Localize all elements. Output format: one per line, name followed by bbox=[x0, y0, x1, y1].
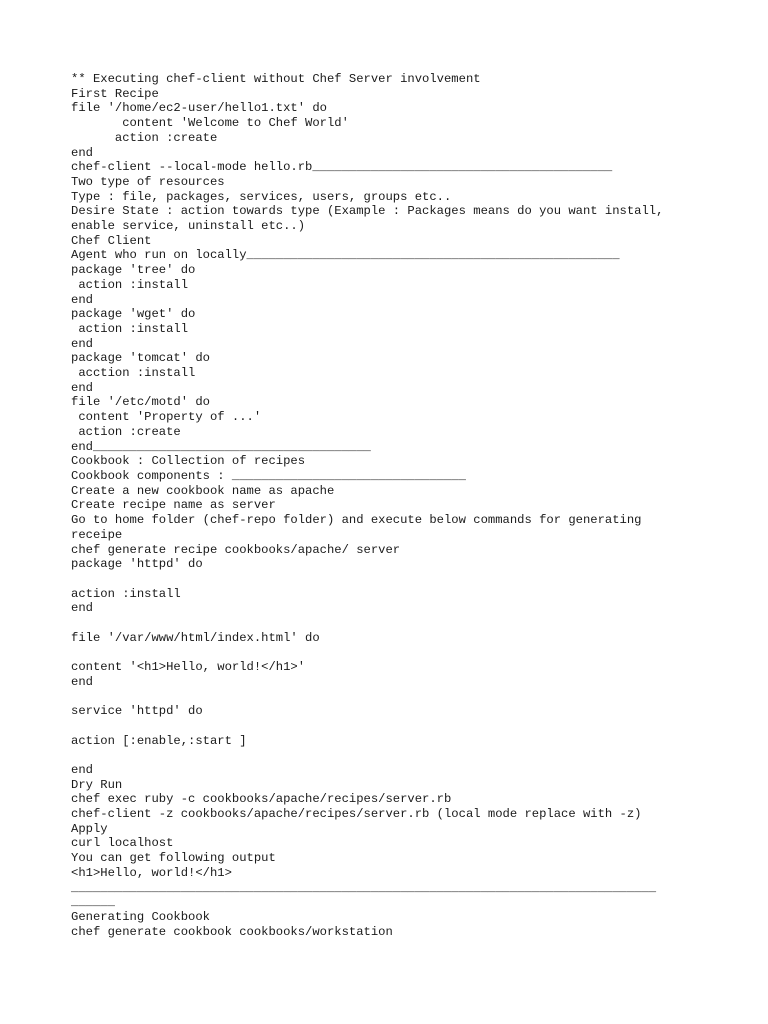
text-line: ________________________________________________________________________________ bbox=[71, 880, 657, 895]
text-line: action :install bbox=[71, 277, 189, 292]
text-line bbox=[71, 645, 711, 660]
text-line: file '/home/ec2-user/hello1.txt' do bbox=[71, 101, 327, 116]
text-line bbox=[71, 748, 711, 763]
text-line: <h1>Hello, world!</h1> bbox=[71, 865, 232, 880]
text-line: Create recipe name as server bbox=[71, 498, 276, 513]
text-line: end bbox=[71, 674, 93, 689]
text-line: chef generate recipe cookbooks/apache/ server bbox=[71, 542, 401, 557]
text-line bbox=[71, 719, 711, 734]
text-line: end bbox=[71, 380, 93, 395]
text-line bbox=[71, 572, 711, 587]
text-line: content '<h1>Hello, world!</h1>' bbox=[71, 660, 306, 675]
text-line: Go to home folder (chef-repo folder) and execute below commands for generating bbox=[71, 513, 642, 528]
text-line: chef-client -z cookbooks/apache/recipes/server.rb (local mode replace with -z) bbox=[71, 807, 642, 822]
text-line: file '/var/www/html/index.html' do bbox=[71, 630, 320, 645]
text-line: receipe bbox=[71, 527, 123, 542]
text-line: package 'tomcat' do bbox=[71, 351, 210, 366]
text-line: Generating Cookbook bbox=[71, 909, 210, 924]
text-line: end bbox=[71, 762, 93, 777]
text-line: action [:enable,:start ] bbox=[71, 733, 247, 748]
text-line: Two type of resources bbox=[71, 174, 225, 189]
text-line: end bbox=[71, 292, 93, 307]
text-line: package 'wget' do bbox=[71, 307, 196, 322]
text-line: Desire State : action towards type (Example : Packages means do you want install, bbox=[71, 204, 664, 219]
text-line bbox=[71, 616, 711, 631]
text-line: service 'httpd' do bbox=[71, 704, 203, 719]
text-line: Create a new cookbook name as apache bbox=[71, 483, 335, 498]
text-line bbox=[71, 689, 711, 704]
text-line: end bbox=[71, 145, 93, 160]
text-line: action :create bbox=[71, 424, 181, 439]
text-line: First Recipe bbox=[71, 86, 159, 101]
text-line: package 'tree' do bbox=[71, 263, 196, 278]
text-line: action :install bbox=[71, 586, 181, 601]
text-line: curl localhost bbox=[71, 836, 174, 851]
text-line: Agent who run on locally___________________________________________________ bbox=[71, 248, 620, 263]
text-line: Cookbook components : ________________________________ bbox=[71, 468, 466, 483]
text-line: chef-client --local-mode hello.rb_________________________________________ bbox=[71, 160, 613, 175]
text-line: acction :install bbox=[71, 366, 196, 381]
text-line: Dry Run bbox=[71, 777, 123, 792]
text-line: package 'httpd' do bbox=[71, 557, 203, 572]
text-line: end bbox=[71, 601, 93, 616]
text-line: chef generate cookbook cookbooks/workstation bbox=[71, 924, 393, 939]
text-line: ______ bbox=[71, 895, 115, 910]
text-line: Cookbook : Collection of recipes bbox=[71, 454, 306, 469]
text-line: end______________________________________ bbox=[71, 439, 371, 454]
text-line: ** Executing chef-client without Chef Server involvement bbox=[71, 72, 481, 86]
text-line: file '/etc/motd' do bbox=[71, 395, 210, 410]
text-line: end bbox=[71, 336, 93, 351]
text-line: Chef Client bbox=[71, 233, 152, 248]
text-line: enable service, uninstall etc..) bbox=[71, 219, 306, 234]
text-line: content 'Welcome to Chef World' bbox=[71, 116, 349, 131]
document-body bbox=[71, 72, 711, 939]
text-line: You can get following output bbox=[71, 851, 276, 866]
text-line: Type : file, packages, services, users, groups etc.. bbox=[71, 189, 452, 204]
text-line: Apply bbox=[71, 821, 108, 836]
text-line: content 'Property of ...' bbox=[71, 410, 262, 425]
text-line: action :create bbox=[71, 130, 218, 145]
text-line: chef exec ruby -c cookbooks/apache/recipes/server.rb bbox=[71, 792, 452, 807]
text-line: action :install bbox=[71, 321, 189, 336]
